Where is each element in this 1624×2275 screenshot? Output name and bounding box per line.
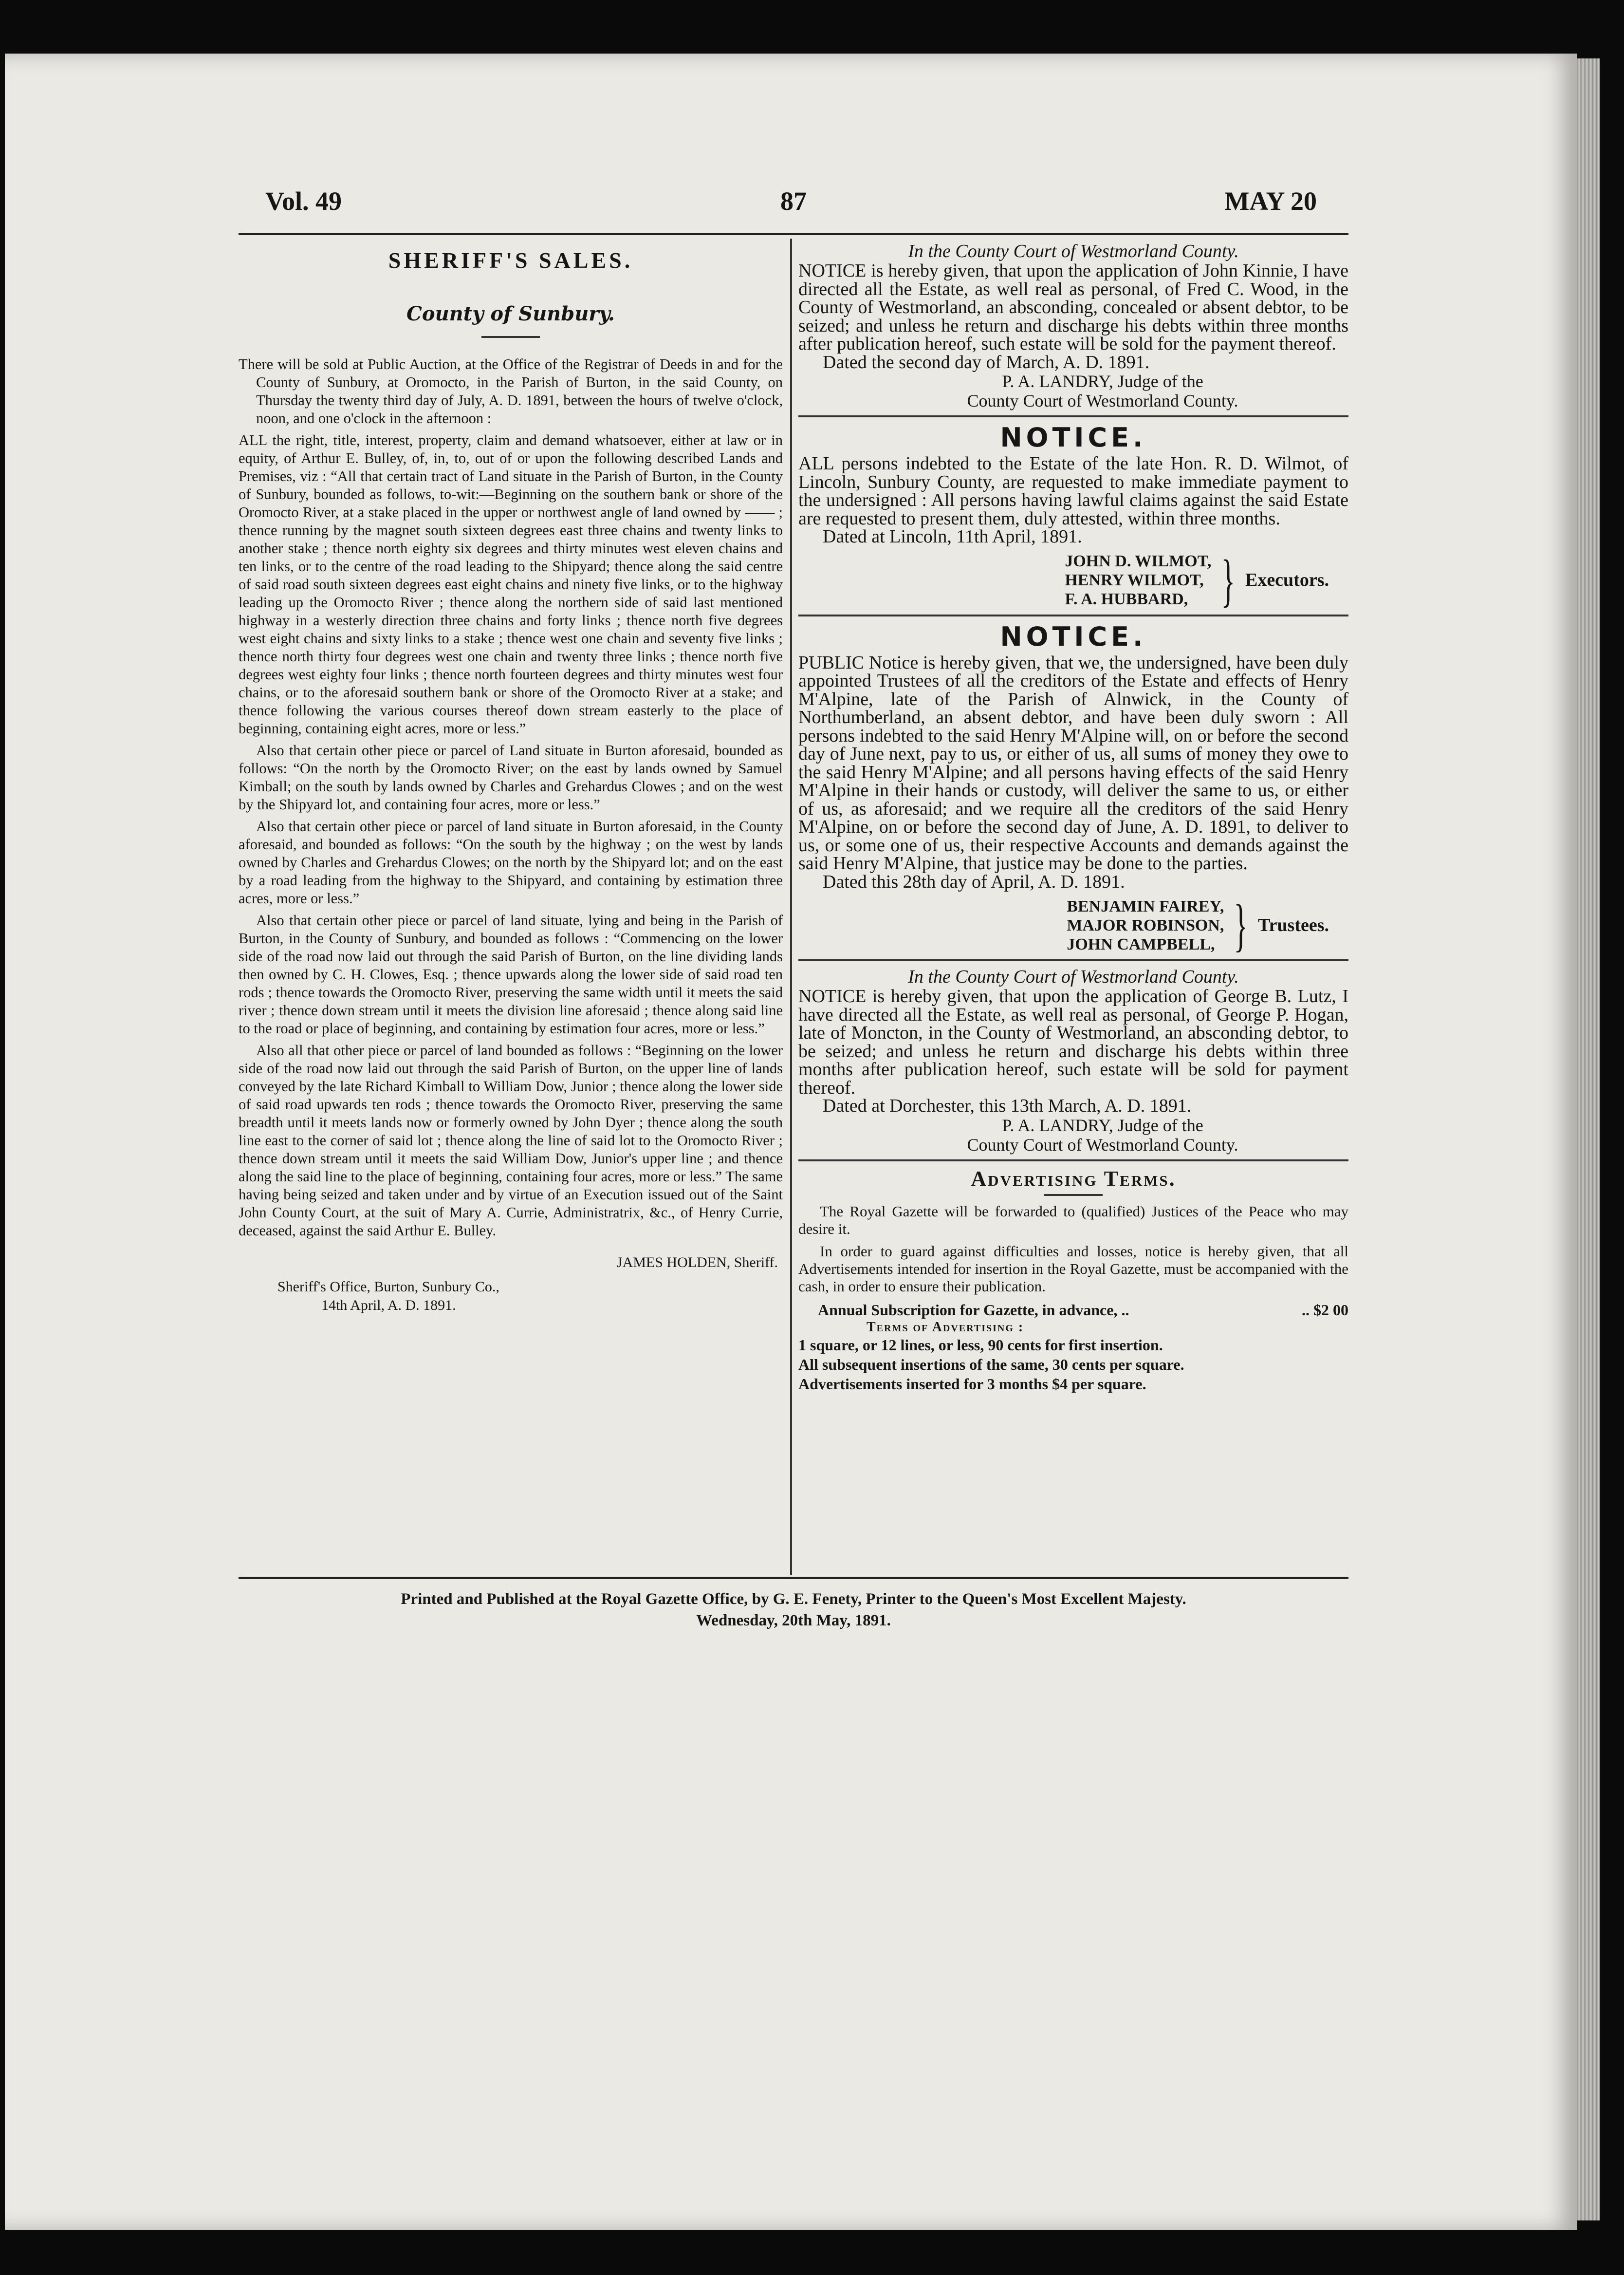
notice2-dated: Dated at Lincoln, 11th April, 1891. (823, 526, 1082, 547)
notice3-dated: Dated this 28th day of April, A. D. 1891. (823, 871, 1125, 892)
sheriff-office (239, 1278, 783, 1315)
right-column (798, 238, 1348, 1394)
office-line-2: 14th April, A. D. 1891. (321, 1297, 456, 1313)
term-3: Advertisements inserted for 3 months $4 per square. (798, 1375, 1146, 1393)
sale-para-2: Also that certain other piece or parcel of Land situate in Burton aforesaid, bounded as follows: “On the north by the Oromocto River; on the east by lands owned by Samuel Kimball; on the south by lands owned by Charles and Grehardus Clowes ; and on the west by the Shipyard lot, and containing four acres, more or less.” (239, 742, 783, 813)
advertising-terms-heading: Advertising Terms. (971, 1166, 1176, 1191)
issue-date: MAY 20 (1224, 186, 1317, 216)
notice1-sig-1: P. A. LANDRY, Judge of the (1002, 372, 1203, 391)
notice3-trustees (798, 893, 1348, 957)
divider (798, 615, 1348, 616)
left-column (239, 238, 783, 1315)
imprint-line-2: Wednesday, 20th May, 1891. (696, 1612, 891, 1629)
volume-label: Vol. 49 (265, 186, 342, 216)
page-stack-edge (1577, 58, 1600, 2220)
column-divider (790, 239, 792, 1575)
notice3-heading: NOTICE. (1000, 621, 1147, 652)
page-number: 87 (780, 186, 807, 216)
imprint-line-1: Printed and Published at the Royal Gazette Office, by G. E. Fenety, Printer to the Queen's Most Excellent Majesty. (401, 1590, 1186, 1608)
subscription-label: Annual Subscription for Gazette, in advance, .. (818, 1301, 1129, 1319)
divider (798, 1159, 1348, 1161)
sale-intro: There will be sold at Public Auction, at the Office of the Registrar of Deeds in and for the County of Sunbury, at Oromocto, in the Parish of Burton, in the said County, on Thursday the twenty third day of July, A. D. 1891, between the hours of twelve o'clock, noon, and one o'clock in the afternoon : (239, 356, 783, 427)
notice2-body: ALL persons indebted to the Estate of the late Hon. R. D. Wilmot, of Lincoln, Sunbury County, are requested to make immediate payment to the undersigned : All persons having lawful claims against the said Estate are requested to present them, duly attested, within three months. (798, 453, 1348, 529)
trustee-name: BENJAMIN FAIREY, (1067, 897, 1224, 915)
page-header (265, 186, 1317, 220)
trustees-label: Trustees. (1258, 914, 1329, 935)
heading-rule (1044, 1194, 1103, 1196)
sale-para-3: Also that certain other piece or parcel of land situate in Burton aforesaid, in the County aforesaid, and bounded as follows: “On the south by the highway ; on the west by lands owned by Charles and Grehardus Clowes; on the north by the Shipyard lot; and on the east by a road leading from the highway to the Shipyard, and containing by estimation three acres, more or less.” (239, 818, 783, 907)
notice2-heading: NOTICE. (1000, 422, 1147, 453)
notice1-sig-2: County Court of Westmorland County. (967, 391, 1238, 410)
trustee-names (1067, 897, 1224, 954)
title-rule (481, 336, 540, 338)
sale-para-5: Also all that other piece or parcel of land bounded as follows : “Beginning on the lower side of the road now laid out through the said Parish of Burton, on the upper line of lands conveyed by the late Richard Kimball to William Dow, Junior ; thence along the lower side of said road upwards ten rods ; thence towards the Oromocto River, preserving the same breadth until it meets lands now or formerly owned by John Dyer ; thence along the south line east to the corner of said lot ; thence along the line of said lot to the Oromocto River ; thence down stream until it meets the said William Dow, Junior's upper line ; and thence along the said line to the place of beginning, containing four acres, more or less.” The same having being seized and taken under and by virtue of an Execution issued out of the Saint John County Court, at the suit of Mary A. Currie, Administratrix, &c., of Henry Currie, deceased, against the said Arthur E. Bulley. (239, 1042, 783, 1239)
executor-names (1065, 552, 1211, 609)
divider (798, 959, 1348, 961)
sheriff-signature: JAMES HOLDEN, Sheriff. (616, 1254, 778, 1270)
executor-name: F. A. HUBBARD, (1065, 590, 1188, 608)
brace: } (1234, 893, 1248, 957)
notice1-body: NOTICE is hereby given, that upon the application of John Kinnie, I have directed all the Estate, as well real as personal, of Fred C. Wood, in the County of Westmorland, an absconding, concealed or absent debtor, to be seized; and unless he return and discharge his debts within three months after publication hereof, such estate will be sold for the payment thereof. (798, 261, 1348, 354)
notice4-body: NOTICE is hereby given, that upon the application of George B. Lutz, I have directed all the Estate, as well real as personal, of George P. Hogan, late of Moncton, in the County of Westmorland, an absconding debtor, to be seized; and unless he return and discharge his debts within three months after publication hereof, such estate will be sold for payment thereof. (798, 986, 1348, 1098)
header-rule (239, 233, 1348, 235)
term-1: 1 square, or 12 lines, or less, 90 cents for first insertion. (798, 1336, 1163, 1354)
term-2: All subsequent insertions of the same, 30 cents per square. (798, 1355, 1184, 1373)
imprint-footer (253, 1588, 1334, 1631)
executor-name: JOHN D. WILMOT, (1065, 552, 1212, 570)
sale-para-1: ALL the right, title, interest, property, claim and demand whatsoever, either at law or in equity, of Arthur E. Bulley, of, in, to, out of or upon the following described Lands and Premises, viz : “All that certain tract of Land situate in the Parish of Burton, in the County of Sunbury, bounded as follows, to-wit:—Beginning on the southern bank or shore of the Oromocto River, at a stake placed in the upper or northwest angle of land owned by —— ; thence running by the magnet south sixteen degrees east three chains and twenty links to another stake ; thence north eighty six degrees and thirty minutes west eleven chains and ten links, or to the centre of the road leading to the Shipyard; thence along the said centre of said road south sixteen degrees east eight chains and ninety five links, or to the highway leading up the Oromocto River ; thence along the northern side of said last mentioned highway in a westerly direction three chains and forty links ; thence north five degrees west eight chains and sixty links to a stake ; thence west one chain and seventy five links ; thence north thirty four degrees west one chain and twenty three links ; thence north five degrees west eighty four links ; thence north fourteen degrees and thirty minutes west four chains, or to the aforesaid southern bank or shore of the Oromocto River at a stake; and thence following the various courses thereof down stream easterly to the place of beginning, containing eight acres, more or less.” (239, 432, 783, 737)
advertising-para-2: In order to guard against difficulties and losses, notice is hereby given, that all Advertisements intended for insertion in the Royal Gazette, must be accompanied with the cash, in order to ensure their publication. (798, 1242, 1348, 1295)
executors-label: Executors. (1245, 570, 1329, 590)
executor-name: HENRY WILMOT, (1065, 571, 1204, 589)
sale-para-4: Also that certain other piece or parcel of land situate, lying and being in the Parish of Burton, in the County of Sunbury, and bounded as follows : “Commencing on the lower side of the road now laid out through the said Parish of Burton, on the line dividing lands then owned by C. H. Clowes, Esq. ; thence upwards along the lower side of said road ten rods ; thence towards the Oromocto River, preserving the same width until it meets the said river ; thence down stream until it meets the division line aforesaid ; thence along said line to the road or place of beginning, and containing by estimation four acres, more or less.” (239, 912, 783, 1037)
notice2-executors (798, 547, 1348, 613)
subscription-price: .. $2 00 (1302, 1301, 1348, 1319)
divider (798, 415, 1348, 417)
trustee-name: JOHN CAMPBELL, (1067, 935, 1215, 953)
notice1-court: In the County Court of Westmorland County. (908, 241, 1239, 261)
office-line-1: Sheriff's Office, Burton, Sunbury Co., (277, 1279, 499, 1295)
notice4-sig-1: P. A. LANDRY, Judge of the (1002, 1115, 1203, 1135)
footer-rule (239, 1577, 1348, 1579)
sheriffs-sales-title: SHERIFF'S SALES. (388, 248, 633, 273)
notice1-dated: Dated the second day of March, A. D. 1891. (823, 352, 1150, 373)
terms-label: Terms of Advertising : (867, 1319, 1024, 1335)
notice4-dated: Dated at Dorchester, this 13th March, A. D. 1891. (823, 1096, 1192, 1116)
brace: } (1221, 547, 1236, 613)
advertising-para-1: The Royal Gazette will be forwarded to (qualified) Justices of the Peace who may desire it. (798, 1202, 1348, 1237)
trustee-name: MAJOR ROBINSON, (1067, 916, 1224, 934)
notice3-body: PUBLIC Notice is hereby given, that we, the undersigned, have been duly appointed Trustees of all the creditors of the Estate and effects of Henry M'Alpine, late of the Parish of Alnwick, in the County of Northumberland, an absent debtor, and have been duly sworn : All persons indebted to the said Henry M'Alpine will, on or before the second day of June next, pay to us, or either of us, all sums of money they owe to the said Henry M'Alpine; and all persons having effects of the said Henry M'Alpine in their hands or custody, will deliver the same to us, or either of us, as aforesaid; and we require all the creditors of the said Henry M'Alpine, on or before the second day of June, A. D. 1891, to deliver to us, or some one of us, their respective Accounts and demands against the said Henry M'Alpine, that justice may be done to the parties. (798, 652, 1348, 874)
subscription-row (798, 1300, 1348, 1320)
county-subtitle: County of Sunbury. (406, 302, 615, 325)
notice4-court: In the County Court of Westmorland County. (908, 967, 1239, 987)
notice4-sig-2: County Court of Westmorland County. (967, 1135, 1238, 1155)
